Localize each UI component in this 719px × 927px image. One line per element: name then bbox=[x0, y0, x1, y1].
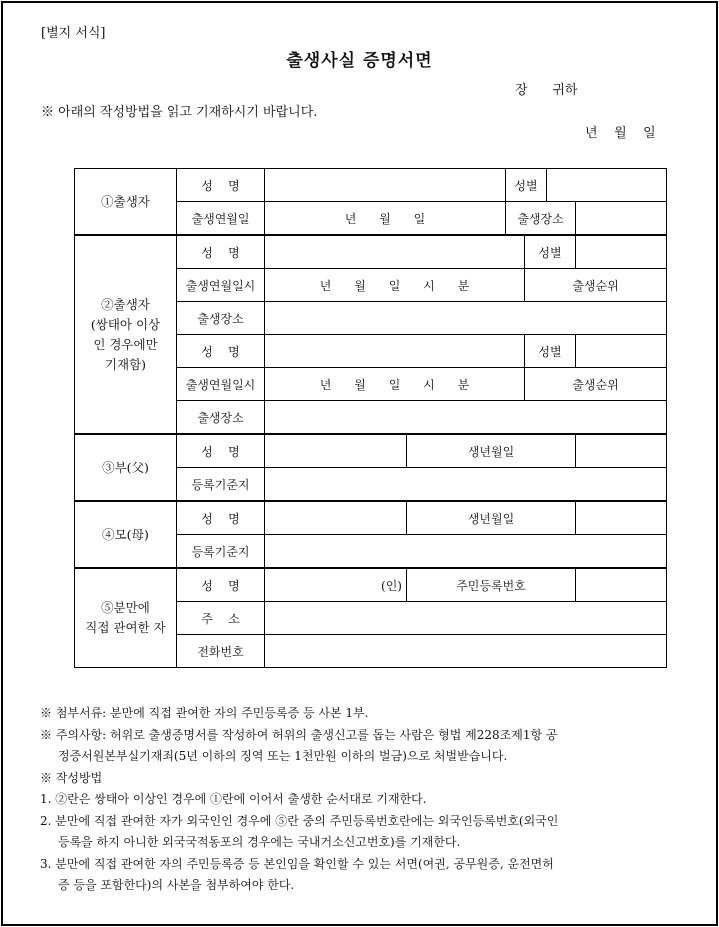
name-label: 성 명 bbox=[177, 434, 265, 468]
birth-datetime-label: 출생연월일시 bbox=[177, 368, 265, 401]
name-field[interactable] bbox=[265, 501, 407, 535]
seal-mark: (인) bbox=[265, 568, 407, 602]
birth-place-field[interactable] bbox=[265, 302, 667, 335]
registry-field[interactable] bbox=[265, 535, 667, 569]
birth-certificate-form bbox=[74, 168, 667, 668]
section-5-label: ⑤분만에 직접 관여한 자 bbox=[75, 568, 177, 668]
note-instructions-heading: ※ 작성방법 bbox=[40, 770, 103, 785]
name-label: 성 명 bbox=[177, 235, 265, 269]
address-field[interactable] bbox=[265, 602, 667, 635]
birth-datetime-field[interactable]: 년 월 일 시 분 bbox=[265, 368, 525, 401]
resident-number-label: 주민등록번호 bbox=[407, 568, 576, 602]
registry-label: 등록기준지 bbox=[177, 535, 265, 569]
registry-label: 등록기준지 bbox=[177, 468, 265, 502]
name-label: 성 명 bbox=[177, 169, 265, 202]
instruction-2a: 2. 분만에 직접 관여한 자가 외국인인 경우에 ⑤란 중의 주민등록번호란에는 외국인등록번호(외국인 bbox=[40, 813, 559, 828]
birth-order-label: 출생순위 bbox=[525, 269, 667, 302]
instruction-3a: 3. 분만에 직접 관여한 자의 주민등록증 등 본인임을 확인할 수 있는 서면(여권, 공무원증, 운전면허 bbox=[40, 856, 554, 871]
birth-place-field[interactable] bbox=[576, 202, 667, 236]
birth-order-label: 출생순위 bbox=[525, 368, 667, 401]
name-label: 성 명 bbox=[177, 568, 265, 602]
section-3-label: ③부(父) bbox=[75, 434, 177, 501]
gender-field[interactable] bbox=[576, 235, 667, 269]
birth-datetime-label: 출생연월일시 bbox=[177, 269, 265, 302]
name-label: 성 명 bbox=[177, 501, 265, 535]
birth-place-label: 출생장소 bbox=[506, 202, 576, 236]
instruction-2b: 등록을 하지 아니한 외국국적동포의 경우에는 국내거소신고번호)를 기재한다. bbox=[58, 835, 461, 849]
birth-place-field[interactable] bbox=[265, 401, 667, 435]
notes-section bbox=[40, 703, 670, 897]
name-label: 성 명 bbox=[177, 335, 265, 368]
note-attachment: ※ 첨부서류: 분만에 직접 관여한 자의 주민등록증 등 사본 1부. bbox=[40, 706, 369, 720]
gender-label: 성별 bbox=[525, 335, 576, 368]
name-field[interactable] bbox=[265, 434, 407, 468]
resident-number-field[interactable] bbox=[576, 568, 667, 602]
name-field[interactable] bbox=[265, 169, 506, 202]
section-4-label: ④모(母) bbox=[75, 501, 177, 568]
attachment-label: [별지 서식] bbox=[41, 26, 106, 41]
section-2-label: ②출생자 (쌍태아 이상 인 경우에만 기재함) bbox=[75, 235, 177, 434]
note-caution-1: ※ 주의사항: 허위로 출생증명서를 작성하여 허위의 출생신고를 돕는 사람은 형법 제228조제1항 공 bbox=[40, 727, 558, 742]
birth-place-label: 출생장소 bbox=[177, 302, 265, 335]
birth-ymd-field[interactable] bbox=[576, 501, 667, 535]
gender-label: 성별 bbox=[525, 235, 576, 269]
page-title: 출생사실 증명서면 bbox=[286, 51, 433, 71]
birth-ymd-label: 생년월일 bbox=[407, 501, 576, 535]
address-label: 주 소 bbox=[177, 602, 265, 635]
instruction-text: ※ 아래의 작성방법을 읽고 기재하시기 바랍니다. bbox=[41, 105, 318, 120]
section-1-label: ①출생자 bbox=[75, 169, 177, 236]
date-label: 년 월 일 bbox=[585, 126, 656, 141]
recipient-label: 장 귀하 bbox=[515, 83, 578, 98]
registry-field[interactable] bbox=[265, 468, 667, 502]
instruction-1: 1. ②란은 쌍태아 이상인 경우에 ①란에 이어서 출생한 순서대로 기재한다. bbox=[40, 792, 427, 806]
phone-field[interactable] bbox=[265, 635, 667, 668]
birth-datetime-field[interactable]: 년 월 일 시 분 bbox=[265, 269, 525, 302]
birth-place-label: 출생장소 bbox=[177, 401, 265, 435]
gender-label: 성별 bbox=[506, 169, 547, 202]
birth-ymd-label: 생년월일 bbox=[407, 434, 576, 468]
birth-date-field[interactable]: 년 월 일 bbox=[265, 202, 506, 236]
name-field[interactable] bbox=[265, 335, 525, 368]
phone-label: 전화번호 bbox=[177, 635, 265, 668]
gender-field[interactable] bbox=[576, 335, 667, 368]
note-caution-2: 정증서원본부실기재죄(5년 이하의 징역 또는 1천만원 이하의 벌금)으로 처벌받습니다. bbox=[58, 749, 508, 763]
name-field[interactable] bbox=[265, 235, 525, 269]
instruction-3b: 증 등을 포함한다)의 사본을 첨부하여야 한다. bbox=[58, 878, 295, 892]
birth-ymd-field[interactable] bbox=[576, 434, 667, 468]
gender-field[interactable] bbox=[547, 169, 667, 202]
birth-date-label: 출생연월일 bbox=[177, 202, 265, 236]
